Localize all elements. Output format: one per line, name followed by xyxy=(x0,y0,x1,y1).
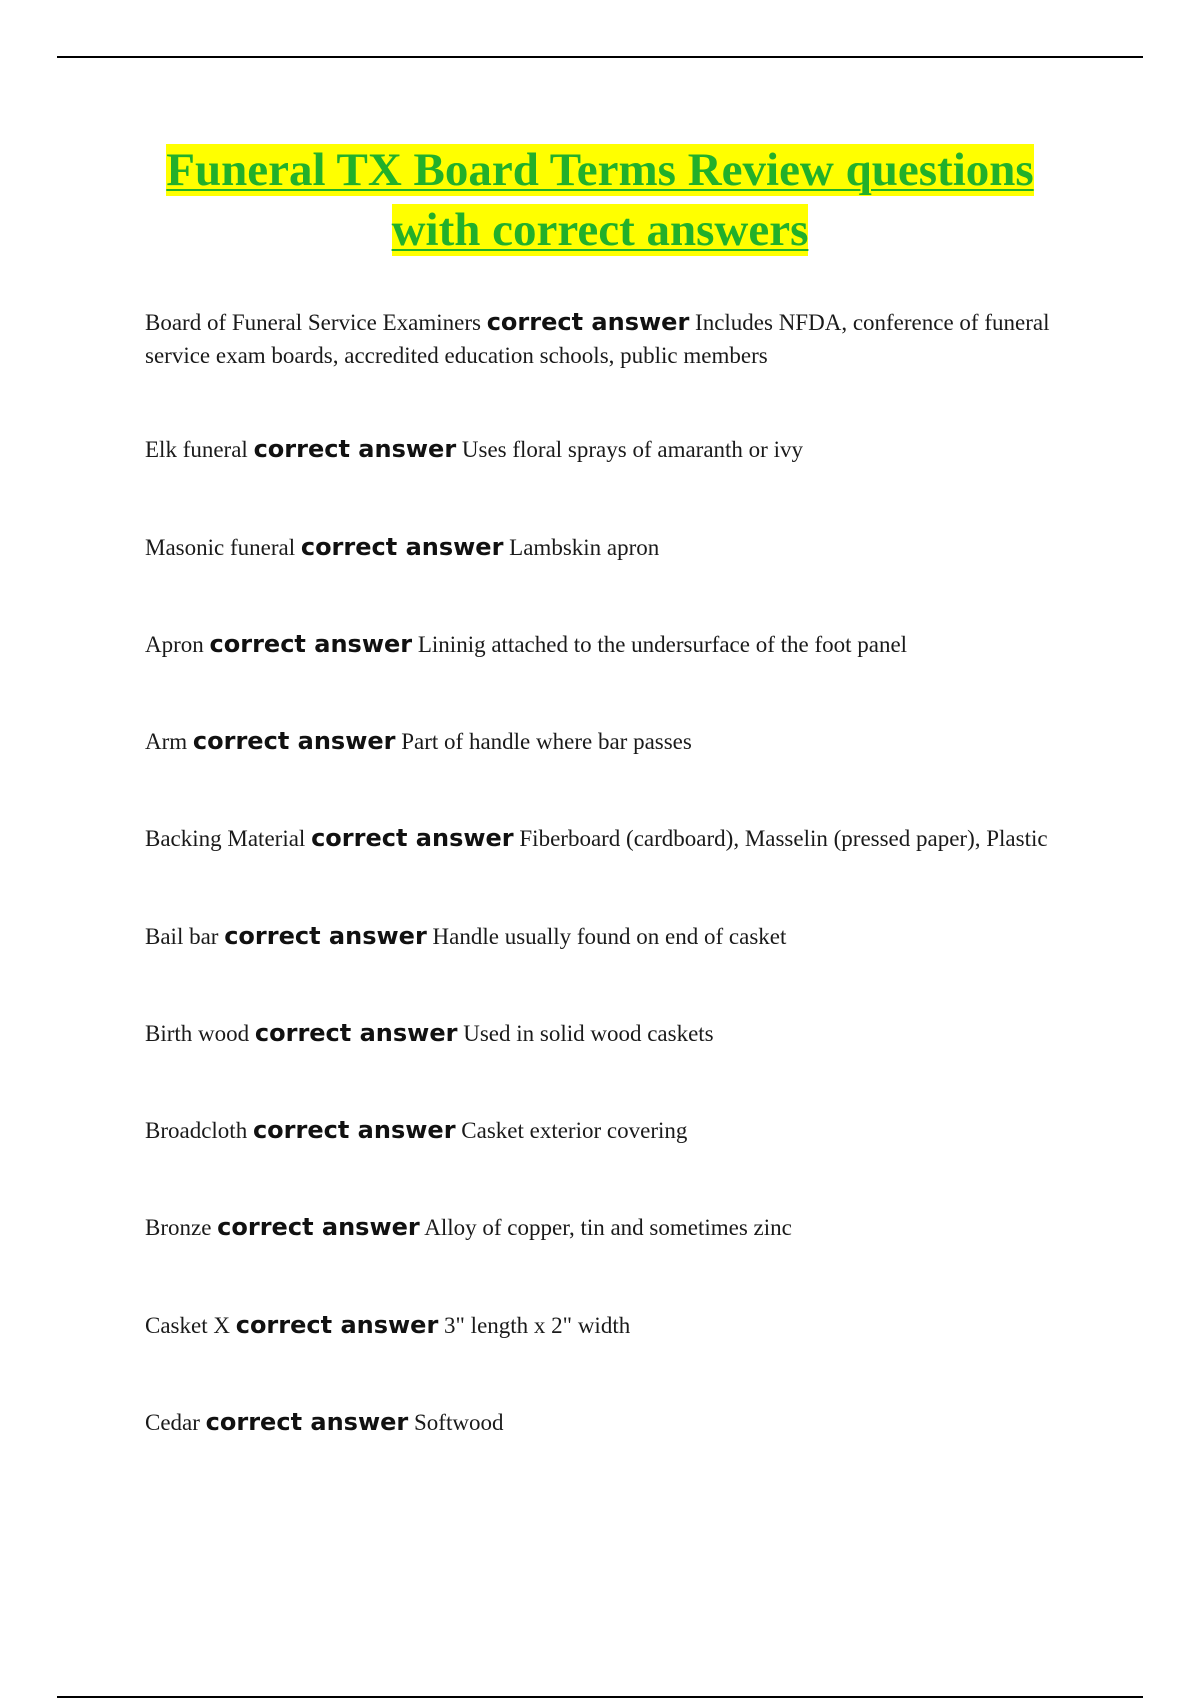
correct-answer-label: correct answer xyxy=(205,1408,409,1436)
answer: Alloy of copper, tin and sometimes zinc xyxy=(424,1215,792,1240)
correct-answer-label: correct answer xyxy=(192,727,396,755)
term: Board of Funeral Service Examiners xyxy=(145,310,481,335)
term-entry-casket-x xyxy=(145,1309,1080,1342)
answer: Includes NFDA, conference of funeral service exam boards, accredited education schools, public members xyxy=(145,310,1050,368)
correct-answer-label: correct answer xyxy=(486,308,690,336)
correct-answer-label: correct answer xyxy=(253,435,457,463)
answer: Handle usually found on end of casket xyxy=(432,924,787,949)
term: Broadcloth xyxy=(145,1118,248,1143)
term: Backing Material xyxy=(145,826,306,851)
term: Bail bar xyxy=(145,924,219,949)
answer: Fiberboard (cardboard), Masselin (pressed paper), Plastic xyxy=(519,826,1048,851)
title-line-1: Funeral TX Board Terms Review questions xyxy=(166,144,1034,196)
top-rule xyxy=(57,56,1143,58)
answer: Casket exterior covering xyxy=(461,1118,688,1143)
correct-answer-label: correct answer xyxy=(224,922,427,950)
term-entry-bail-bar xyxy=(145,920,1080,953)
answer: Softwood xyxy=(414,1410,504,1435)
correct-answer-label: correct answer xyxy=(311,824,514,852)
term-entry-cedar xyxy=(145,1406,1080,1439)
answer: Part of handle where bar passes xyxy=(401,729,692,754)
document-title xyxy=(100,140,1100,260)
term-entry-birth-wood xyxy=(145,1017,1080,1050)
answer: Used in solid wood caskets xyxy=(463,1021,714,1046)
term-entry-backing-material xyxy=(145,822,1080,855)
term-entry-arm xyxy=(145,725,1080,758)
title-line-2: with correct answers xyxy=(391,204,809,256)
correct-answer-label: correct answer xyxy=(209,630,413,658)
term-entry-apron xyxy=(145,628,1080,661)
term: Casket X xyxy=(145,1313,230,1338)
term-entry-board-of-funeral-service-examiners xyxy=(145,306,1080,372)
term: Apron xyxy=(145,632,204,657)
term: Cedar xyxy=(145,1410,200,1435)
term: Arm xyxy=(145,729,188,754)
answer: Uses floral sprays of amaranth or ivy xyxy=(461,437,803,462)
bottom-rule xyxy=(57,1696,1143,1698)
term: Masonic funeral xyxy=(145,535,296,560)
answer: 3" length x 2" width xyxy=(444,1313,631,1338)
answer: Lininig attached to the undersurface of the foot panel xyxy=(417,632,908,657)
correct-answer-label: correct answer xyxy=(235,1311,439,1339)
correct-answer-label: correct answer xyxy=(300,533,504,561)
term-entry-masonic-funeral xyxy=(145,531,1080,564)
term: Elk funeral xyxy=(145,437,248,462)
correct-answer-label: correct answer xyxy=(252,1116,456,1144)
term-entry-bronze xyxy=(145,1211,1080,1244)
correct-answer-label: correct answer xyxy=(254,1019,458,1047)
correct-answer-label: correct answer xyxy=(217,1213,420,1241)
answer: Lambskin apron xyxy=(509,535,660,560)
term-entry-elk-funeral xyxy=(145,433,1080,466)
term: Bronze xyxy=(145,1215,212,1240)
term-entry-broadcloth xyxy=(145,1114,1080,1147)
term: Birth wood xyxy=(145,1021,250,1046)
